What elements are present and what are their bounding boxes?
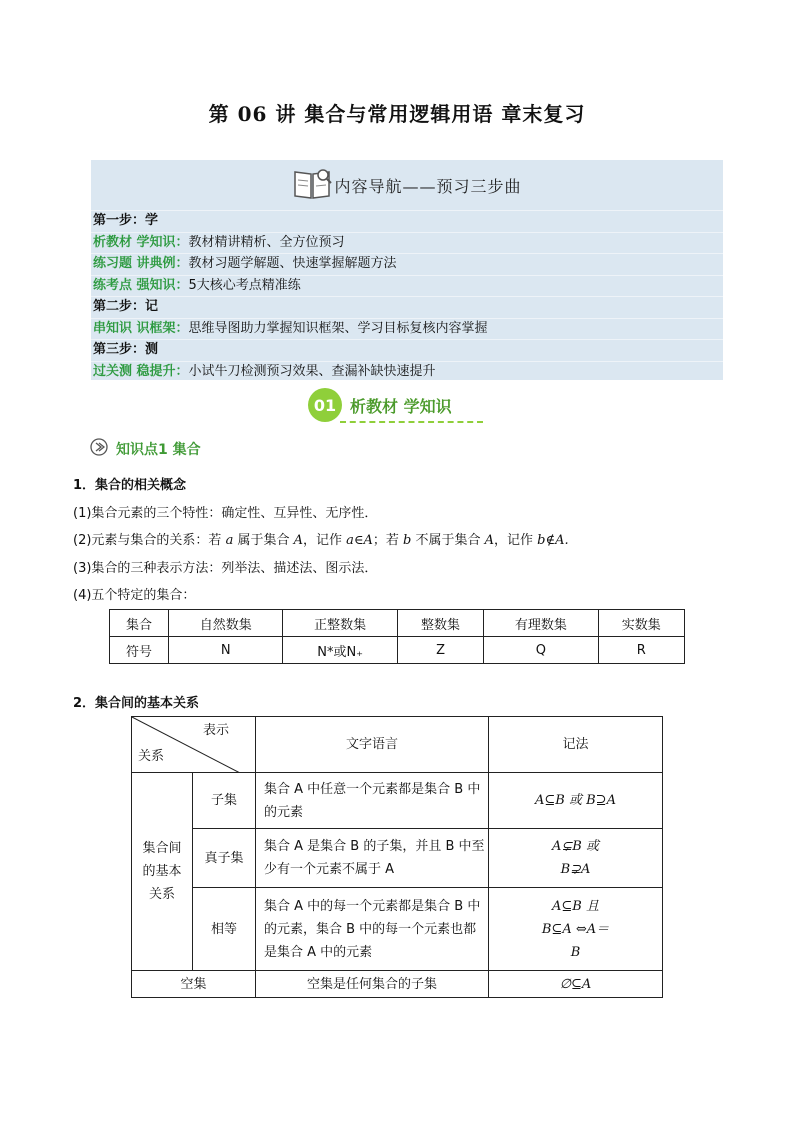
nav-row-practice: [91, 254, 723, 276]
table-row: [110, 610, 685, 637]
step-label: 第一步：学: [93, 213, 159, 228]
heading-concepts: 1．集合的相关概念: [73, 478, 187, 493]
nav-row-key: 练考点 强知识：: [93, 277, 189, 293]
table-cell: N*或N₊: [283, 637, 397, 664]
relation-text: 集合 A 是集合 B 的子集，并且 B 中至少有一个元素不属于 A: [256, 829, 489, 888]
relation-text: 集合 A 中的每一个元素都是集合 B 中的元素，集合 B 中的每一个元素也都是集合 A 中的元素: [256, 888, 489, 971]
table-cell: 集合: [110, 610, 169, 637]
relation-notation: A⊆B 且 B⊆A ⇔A＝B: [489, 888, 663, 971]
section-number: 01: [308, 388, 342, 422]
content-navigation-box: [91, 160, 723, 380]
relation-text: 空集是任何集合的子集: [256, 971, 489, 998]
nav-row-key: 串知识 识框架：: [93, 320, 189, 336]
relation-notation: A⊆B 或 B⊇A: [489, 773, 663, 829]
table-cell: 正整数集: [283, 610, 397, 637]
nav-row-key: 练习题 讲典例：: [93, 256, 189, 271]
paragraph-representation: (3)集合的三种表示方法：列举法、描述法、图示法．: [73, 561, 378, 576]
relation-name: 相等: [193, 888, 256, 971]
table-row: [132, 971, 663, 998]
table-cell: 有理数集: [484, 610, 598, 637]
corner-cell: [132, 717, 256, 773]
relation-notation: ∅⊆A: [489, 971, 663, 998]
special-sets-table: [109, 609, 685, 664]
nav-row-key: 过关测 稳提升：: [93, 363, 189, 379]
relation-name: 空集: [132, 971, 256, 998]
table-row: [132, 717, 663, 773]
nav-row-text: 小试牛刀检测预习效果、查漏补缺快速提升: [188, 363, 436, 379]
table-cell: Z: [397, 637, 483, 664]
section-badge: [308, 388, 452, 422]
nav-row-test: [91, 362, 723, 383]
group-cell: 集合间的基本关系: [132, 773, 193, 971]
paragraph-special-sets: (4)五个特定的集合：: [73, 588, 196, 603]
table-cell: 自然数集: [169, 610, 283, 637]
nav-row-text: 5大核心考点精准练: [188, 277, 301, 293]
table-cell: 实数集: [598, 610, 684, 637]
nav-step-2: [91, 297, 723, 319]
page-title: 第 06 讲 集合与常用逻辑用语 章末复习: [208, 102, 586, 126]
column-header: 文字语言: [256, 717, 489, 773]
table-cell: N: [169, 637, 283, 664]
relation-notation: A⊊B 或 B⊋A: [489, 829, 663, 888]
column-header: 记法: [489, 717, 663, 773]
corner-bottom-label: 关系: [138, 749, 165, 764]
paragraph-properties: (1)集合元素的三个特性：确定性、互异性、无序性．: [73, 506, 378, 521]
nav-row-key: 析教材 学知识：: [93, 234, 189, 250]
nav-row-text: 教材习题学解题、快速掌握解题方法: [188, 256, 397, 271]
table-row: [110, 637, 685, 664]
nav-step-1: [91, 211, 723, 233]
table-cell: 整数集: [397, 610, 483, 637]
nav-row-analyze: [91, 233, 723, 255]
corner-top-label: 表示: [202, 723, 229, 738]
table-row: [132, 888, 663, 971]
nav-row-points: [91, 276, 723, 298]
nav-row-text: 教材精讲精析、全方位预习: [188, 234, 345, 250]
nav-row-text: 思维导图助力掌握知识框架、学习目标复核内容掌握: [188, 320, 488, 336]
heading-relations: 2．集合间的基本关系: [73, 696, 200, 711]
step-label: 第三步：测: [93, 342, 159, 357]
set-relations-table: [131, 716, 663, 998]
table-cell: Q: [484, 637, 598, 664]
table-row: [132, 773, 663, 829]
section-label: 析教材 学知识: [350, 396, 452, 416]
nav-header: [91, 160, 723, 211]
knowledge-point-label: 知识点1 集合: [116, 442, 201, 458]
table-cell: 符号: [110, 637, 169, 664]
arrow-circle-icon: [90, 438, 108, 460]
table-cell: R: [598, 637, 684, 664]
paragraph-membership: (2)元素与集合的关系：若 a 属于集合 A，记作 a∈A；若 b 不属于集合 A，记作 b∉A.: [73, 533, 569, 548]
nav-header-text: 内容导航——预习三步曲: [334, 176, 522, 196]
book-icon: [292, 166, 332, 204]
nav-step-3: [91, 340, 723, 362]
relation-text: 集合 A 中任意一个元素都是集合 B 中的元素: [256, 773, 489, 829]
relation-name: 真子集: [193, 829, 256, 888]
knowledge-point-heading: [90, 438, 201, 460]
relation-name: 子集: [193, 773, 256, 829]
nav-row-framework: [91, 319, 723, 341]
table-row: [132, 829, 663, 888]
step-label: 第二步：记: [93, 299, 159, 314]
section-underline: [340, 421, 483, 423]
